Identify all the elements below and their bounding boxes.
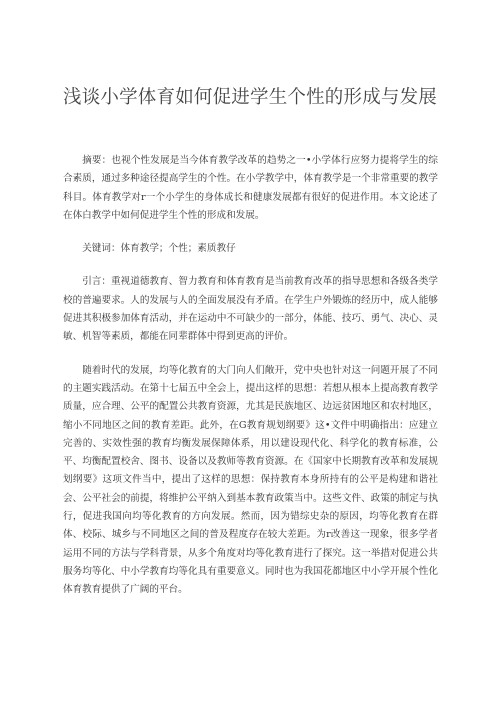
intro-paragraph: 引言：重视道德教育、智力教育和体育教育是当前教育改革的指导思想和各级各类学校的普遍要求。人的发展与人的全面发展没有矛盾。在学生户外锻炼的经历中，成人能够促进其积极参加体育活动，并在运动中不可缺少的一部分，体能、技巧、勇气、决心、灵敏、机智等素质，都能在同辈群体中得到更高的评价。 — [63, 276, 438, 343]
document-title: 浅谈小学体育如何促进学生个性的形成与发展 — [63, 87, 438, 108]
body-paragraph: 随着时代的发展，均等化教育的大门向人们敞开，党中央也针对这一问题开展了不同的主题实践活动。在第十七届五中全会上，提出这样的思想：若想从根本上提高教育教学质量，应合理、公平的配置公共教育资源，尤其是民族地区、边远贫困地区和农村地区，缩小不同地区之间的教育差距。此外，在G教育规划纲要》这•文件中明确指出：应建立完善的、实效性强的教育均衡发展保障体系，用以建设现代化、科学化的教育标准，公平、均衡配置校舍、图书、设备以及教师等教育资源。在《国家中长期教育改革和发展规划纲要》这项文件当中，提出了这样的思想：保持教育本身所持有的公平是构建和谐社会、公平社会的前提，将维护公平纳入到基本教育政策当中。这些文件、政策的制定与执行，促进我国向均等化教育的方向发展。然而，因为错综史杂的原因，均等化教育在群体、校际、城乡与不同地区之间的普及程度存在较大差距。为r改善这一现象，很多学者运用不同的方法与学科背景，从多个角度对均等化教育进行了探究。这一举措对促进公共服务均等化、中小学教育均等化具有重要意义。同时也为我国花都地区中小学开展个性化体育教育提供了广阔的平台。 — [63, 364, 438, 596]
keywords-paragraph: 关键词：体育教学；个性；素质教仔 — [82, 243, 236, 255]
abstract-paragraph: 摘要：也视个性发展是当今体育教学改革的趋势之一•小学体行应努力提将学生的综合素质，通过多种途径提高学生的个性。在小学教学中，体育教学是一个非常重要的教学科目。体育教学对r一个小学生的身体成长和健康发展都有很好的促进作用。本文论述了在体白教学中如何促进学生个性的形成和发展。 — [63, 155, 438, 221]
